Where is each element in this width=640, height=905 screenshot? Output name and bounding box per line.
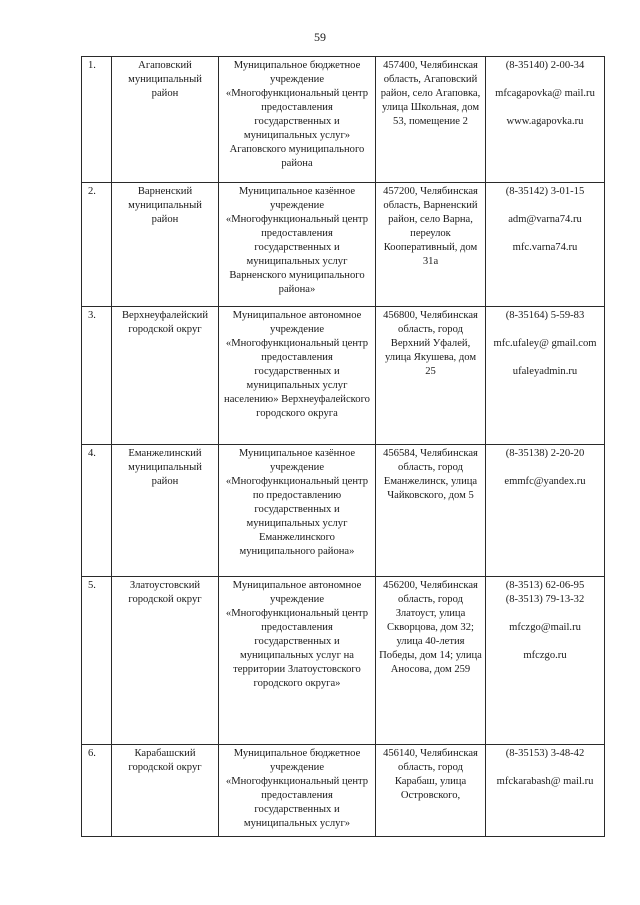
- table-row: [82, 57, 605, 183]
- address-cell: 457400, Челябинская область, Агаповский район, село Агаповка, улица Школьная, дом 53, помещение 2: [376, 57, 486, 183]
- table-row: [82, 183, 605, 307]
- phone-text-secondary: (8-3513) 79-13-32: [505, 594, 585, 605]
- contacts-cell: [486, 307, 605, 445]
- municipality-cell: Агаповский муниципальный район: [112, 57, 219, 183]
- row-number: 4.: [82, 445, 112, 577]
- address-cell: 456800, Челябинская область, город Верхний Уфалей, улица Якушева, дом 25: [376, 307, 486, 445]
- mfc-registry-table: [81, 56, 605, 837]
- phone-text: (8-3513) 62-06-95: [505, 580, 585, 591]
- email-link[interactable]: adm@varna74.ru: [508, 214, 582, 225]
- organization-cell: Муниципальное автономное учреждение «Многофункциональный центр предоставления государственных и муниципальных услуг на территории Златоустовского городского округа»: [219, 577, 376, 745]
- row-number: 6.: [82, 745, 112, 837]
- website-link[interactable]: ufaleyadmin.ru: [512, 366, 578, 377]
- organization-cell: Муниципальное бюджетное учреждение «Многофункциональный центр предоставления государственных и муниципальных услуг»: [219, 745, 376, 837]
- email-link[interactable]: mfczgo@mail.ru: [509, 622, 581, 633]
- email-link[interactable]: emmfc@yandex.ru: [504, 476, 586, 487]
- email-link[interactable]: mfcagapovka@ mail.ru: [495, 88, 595, 99]
- address-cell: 456200, Челябинская область, город Златоуст, улица Скворцова, дом 32; улица 40-летия Победы, дом 14; улица Аносова, дом 259: [376, 577, 486, 745]
- phone-text: (8-35138) 2-20-20: [505, 448, 585, 459]
- table-row: [82, 307, 605, 445]
- phone-text: (8-35140) 2-00-34: [505, 60, 585, 71]
- row-number: 3.: [82, 307, 112, 445]
- municipality-cell: Варненский муниципальный район: [112, 183, 219, 307]
- contacts-cell: [486, 183, 605, 307]
- contacts-cell: [486, 57, 605, 183]
- website-link[interactable]: www.agapovka.ru: [506, 116, 584, 127]
- phone-text: (8-35164) 5-59-83: [505, 310, 585, 321]
- table-row: [82, 445, 605, 577]
- email-link[interactable]: mfckarabash@ mail.ru: [496, 776, 594, 787]
- municipality-cell: Карабашский городской округ: [112, 745, 219, 837]
- row-number: 1.: [82, 57, 112, 183]
- page-number: 59: [314, 30, 326, 44]
- municipality-cell: Еманжелинский муниципальный район: [112, 445, 219, 577]
- municipality-cell: Златоустовский городской округ: [112, 577, 219, 745]
- row-number: 5.: [82, 577, 112, 745]
- organization-cell: Муниципальное автономное учреждение «Многофункциональный центр предоставления государственных и муниципальных услуг населению» Верхнеуфалейского городского округа: [219, 307, 376, 445]
- organization-cell: Муниципальное бюджетное учреждение «Многофункциональный центр предоставления государственных и муниципальных услуг» Агаповского муниципального района: [219, 57, 376, 183]
- address-cell: 457200, Челябинская область, Варненский район, село Варна, переулок Кооперативный, дом 31а: [376, 183, 486, 307]
- contacts-cell: [486, 577, 605, 745]
- table-row: [82, 745, 605, 837]
- website-link[interactable]: mfc.varna74.ru: [512, 242, 578, 253]
- phone-text: (8-35153) 3-48-42: [505, 748, 585, 759]
- row-number: 2.: [82, 183, 112, 307]
- address-cell: 456140, Челябинская область, город Карабаш, улица Островского,: [376, 745, 486, 837]
- website-link[interactable]: mfczgo.ru: [523, 650, 567, 661]
- address-cell: 456584, Челябинская область, город Еманжелинск, улица Чайковского, дом 5: [376, 445, 486, 577]
- organization-cell: Муниципальное казённое учреждение «Многофункциональный центр предоставления государственных и муниципальных услуг Варненского муниципального района»: [219, 183, 376, 307]
- table-row: [82, 577, 605, 745]
- phone-text: (8-35142) 3-01-15: [505, 186, 585, 197]
- organization-cell: Муниципальное казённое учреждение «Многофункциональный центр по предоставлению государственных и муниципальных услуг Еманжелинского муниципального района»: [219, 445, 376, 577]
- contacts-cell: [486, 445, 605, 577]
- contacts-cell: [486, 745, 605, 837]
- email-link[interactable]: mfc.ufaley@ gmail.com: [493, 338, 597, 349]
- municipality-cell: Верхнеуфалейский городской округ: [112, 307, 219, 445]
